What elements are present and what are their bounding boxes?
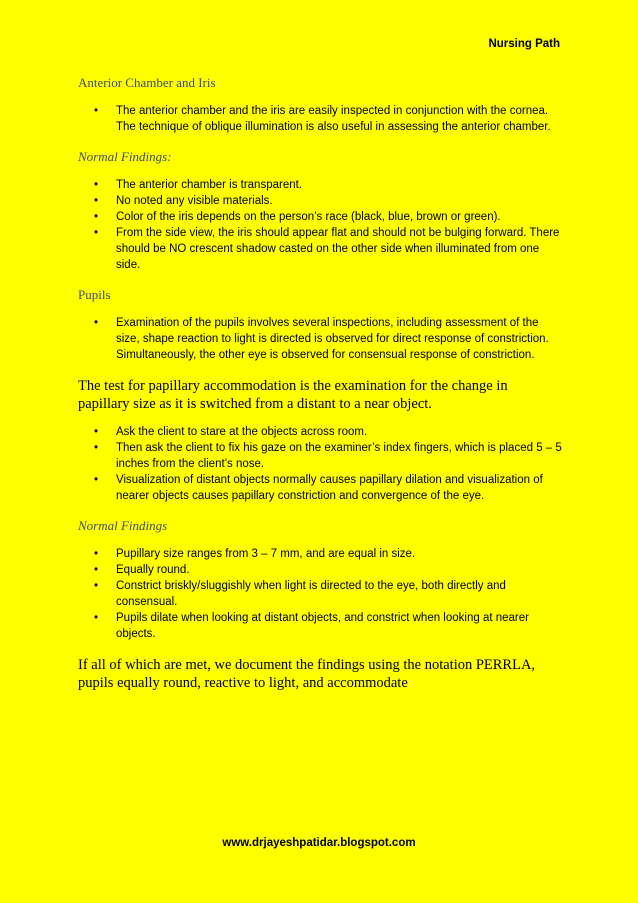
list-item-text: Pupils dilate when looking at distant objects, and constrict when looking at nearer objects.	[116, 612, 529, 640]
list-item	[78, 424, 562, 440]
bullet-list	[78, 315, 562, 363]
bullet-dot: •	[94, 195, 99, 207]
footer-url: www.drjayeshpatidar.blogspot.com	[222, 837, 416, 849]
list-item	[78, 225, 562, 273]
bullet-dot: •	[94, 105, 99, 117]
list-item-text: Ask the client to stare at the objects across room.	[116, 426, 368, 438]
list-item-text: No noted any visible materials.	[116, 195, 273, 207]
section-heading-normal-findings: Normal Findings:	[78, 149, 172, 164]
accommodation-paragraph: The test for papillary accommodation is the examination for the change in papillary size as it is switched from a distant to a near object.	[78, 378, 508, 412]
list-item-text: Equally round.	[116, 564, 190, 576]
section-heading-anterior: Anterior Chamber and Iris	[78, 75, 216, 90]
document-body	[78, 75, 562, 703]
closing-paragraph: If all of which are met, we document the findings using the notation PERRLA, pupils equally round, reactive to light, and accommodate	[78, 657, 536, 691]
list-item-text: Pupillary size ranges from 3 – 7 mm, and are equal in size.	[116, 548, 416, 560]
bullet-list	[78, 177, 562, 273]
section-heading-normal-findings-2: Normal Findings	[78, 518, 168, 533]
bullet-dot: •	[94, 227, 99, 239]
list-item	[78, 209, 562, 225]
section-heading-pupils: Pupils	[78, 287, 111, 302]
bullet-list	[78, 103, 562, 135]
list-item	[78, 103, 562, 135]
bullet-list	[78, 424, 562, 504]
bullet-dot: •	[94, 474, 99, 486]
list-item-text: Then ask the client to fix his gaze on the examiner’s index fingers, which is placed 5 – 5 inches from the client’s nose.	[116, 442, 562, 470]
list-item-text: Color of the iris depends on the person’s race (black, blue, brown or green).	[116, 211, 501, 223]
bullet-dot: •	[94, 580, 99, 592]
bullet-dot: •	[94, 564, 99, 576]
bullet-dot: •	[94, 179, 99, 191]
list-item	[78, 472, 562, 504]
bullet-dot: •	[94, 442, 99, 454]
list-item-text: Constrict briskly/sluggishly when light is directed to the eye, both directly and consensual.	[116, 580, 506, 608]
list-item	[78, 610, 562, 642]
list-item-text: The anterior chamber is transparent.	[116, 179, 303, 191]
list-item-text: Examination of the pupils involves several inspections, including assessment of the size, shape reaction to light is directed is observed for direct response of constriction. Simultaneously, the other eye is observed for consensual response of constriction.	[116, 317, 549, 361]
list-item-text: Visualization of distant objects normally causes papillary dilation and visualization of nearer objects causes papillary constriction and convergence of the eye.	[116, 474, 543, 502]
bullet-dot: •	[94, 317, 99, 329]
list-item	[78, 315, 562, 363]
list-item	[78, 440, 562, 472]
list-item-text: The anterior chamber and the iris are easily inspected in conjunction with the cornea. The technique of oblique illumination is also useful in assessing the anterior chamber.	[116, 105, 551, 133]
bullet-dot: •	[94, 426, 99, 438]
bullet-dot: •	[94, 211, 99, 223]
bullet-dot: •	[94, 612, 99, 624]
list-item	[78, 578, 562, 610]
list-item	[78, 546, 562, 562]
bullet-dot: •	[94, 548, 99, 560]
bullet-list	[78, 546, 562, 642]
list-item	[78, 177, 562, 193]
page-header: Nursing Path	[488, 38, 560, 50]
list-item	[78, 193, 562, 209]
list-item-text: From the side view, the iris should appear flat and should not be bulging forward. There should be NO crescent shadow casted on the other side when illuminated from one side.	[116, 227, 560, 271]
list-item	[78, 562, 562, 578]
